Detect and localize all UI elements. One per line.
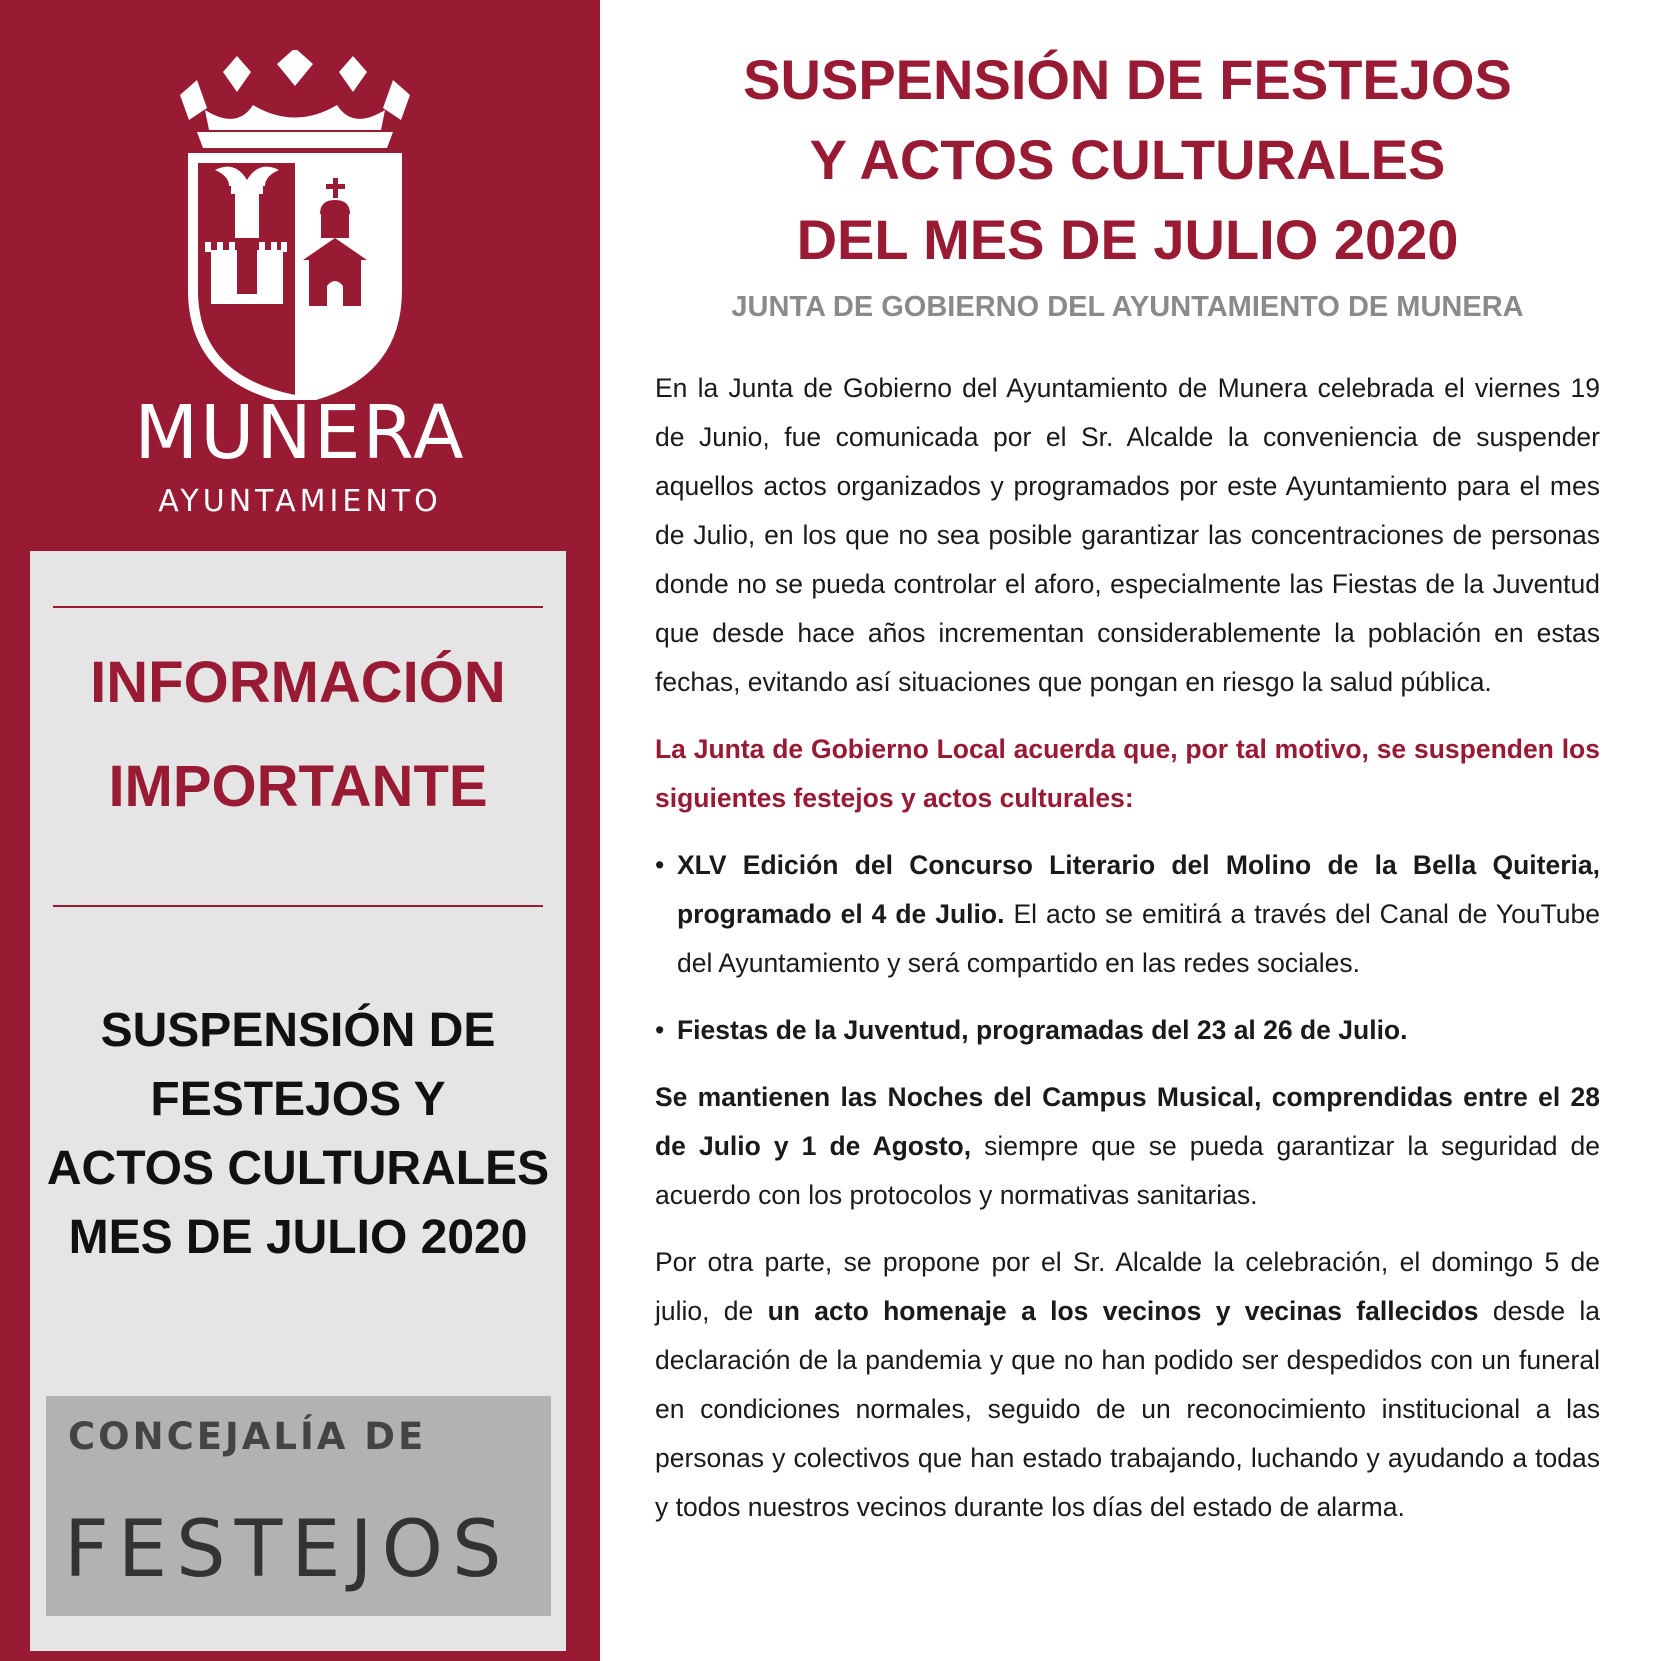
brand-subtitle: AYUNTAMIENTO	[158, 484, 442, 519]
list-item	[655, 841, 1600, 988]
info-title-line-1: INFORMACIÓN	[90, 650, 506, 715]
brand-name: MUNERA	[134, 390, 466, 476]
paragraph-campus	[655, 1073, 1600, 1220]
title-line: Y ACTOS CULTURALES	[809, 128, 1446, 191]
campus-bold: Se mantienen las Noches del Campus Musical, comprendidas entre el 28 de Julio y 1 de Agosto,	[655, 1082, 1600, 1161]
paragraph-homenaje	[655, 1238, 1600, 1532]
item-text: El acto se emitirá a través del Canal de YouTube del Ayuntamiento y será compartido en las redes sociales.	[677, 899, 1601, 978]
title-line: DEL MES DE JULIO 2020	[796, 208, 1459, 271]
munera-crest-icon	[175, 50, 415, 400]
concejalia-box	[46, 1396, 551, 1616]
homenaje-text-a: Por otra parte, se propone por el Sr. Alcalde la celebración, el domingo 5 de julio, de	[655, 1247, 1600, 1326]
homenaje-bold: un acto homenaje a los vecinos y vecinas fallecidos	[767, 1296, 1479, 1326]
item-bold: Fiestas de la Juventud, programadas del 23 al 26 de Julio.	[677, 1015, 1408, 1045]
summary-line: FESTEJOS Y	[150, 1073, 446, 1126]
paragraph-intro: En la Junta de Gobierno del Ayuntamiento de Munera celebrada el viernes 19 de Junio, fue comunicada por el Sr. Alcalde la conveniencia de suspender aquellos actos organizados y programados por este Ayuntamiento para el mes de Julio, en los que no sea posible garantizar las concentraciones de personas donde no se pueda controlar el aforo, especialmente las Fiestas de la Juventud que desde hace años incrementan considerablemente la población en estas fechas, evitando así situaciones que pongan en riesgo la salud pública.	[655, 373, 1600, 697]
concejalia-label: CONCEJALÍA DE	[68, 1415, 427, 1458]
paragraph-agreement: La Junta de Gobierno Local acuerda que, por tal motivo, se suspenden los siguientes festejos y actos culturales:	[655, 734, 1600, 813]
suspended-events-list	[655, 841, 1600, 1055]
item-bold: XLV Edición del Concurso Literario del Molino de la Bella Quiteria, programado el 4 de Julio.	[677, 850, 1600, 929]
title-line: SUSPENSIÓN DE FESTEJOS	[743, 48, 1512, 111]
page-subtitle: JUNTA DE GOBIERNO DEL AYUNTAMIENTO DE MUNERA	[731, 291, 1524, 323]
summary-line: SUSPENSIÓN DE	[100, 1004, 496, 1057]
divider	[53, 606, 543, 608]
info-title-line-2: IMPORTANTE	[108, 754, 488, 819]
bullet-icon: •	[655, 1015, 665, 1045]
page-title	[655, 40, 1600, 280]
summary-line: MES DE JULIO 2020	[68, 1211, 528, 1264]
campus-text: siempre que se pueda garantizar la seguridad de acuerdo con los protocolos y normativas sanitarias.	[655, 1131, 1600, 1210]
info-box	[30, 551, 566, 1651]
homenaje-text-b: desde la declaración de la pandemia y que no han podido ser despedidos con un funeral en condiciones normales, seguido de un reconocimiento institucional a las personas y colectivos que han estado trabajando, luchando y ayudando a todas y todos nuestros vecinos durante los días del estado de alarma.	[655, 1296, 1600, 1522]
festejos-label: FESTEJOS	[64, 1505, 511, 1595]
list-item	[655, 1006, 1600, 1055]
divider	[53, 905, 543, 907]
bullet-icon: •	[655, 850, 665, 880]
suspension-summary	[30, 996, 566, 1272]
summary-line: ACTOS CULTURALES	[46, 1142, 550, 1195]
article-body	[655, 364, 1600, 1550]
left-panel	[0, 0, 600, 1661]
